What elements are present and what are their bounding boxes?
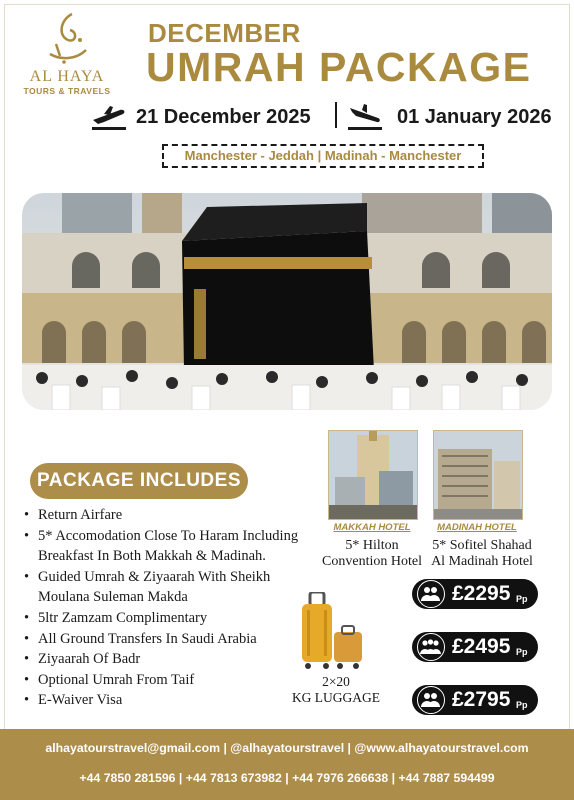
price-unit: Pp (516, 647, 528, 657)
list-item: • 5ltr Zamzam Complimentary (22, 608, 298, 629)
price-amount: £2795 (452, 688, 511, 711)
luggage-icon (296, 592, 368, 672)
departure-date: 21 December 2025 (136, 106, 311, 128)
list-item: • Guided Umrah & Ziyaarah With Sheikh (22, 567, 298, 588)
price-unit: Pp (516, 594, 528, 604)
price-amount: £2295 (452, 582, 511, 605)
price-badge (412, 632, 538, 662)
madinah-hotel-photo (433, 430, 523, 520)
makkah-hotel-label: MAKKAH HOTEL (333, 522, 411, 533)
brand-tagline: TOURS & TRAVELS (23, 86, 111, 96)
list-item: • 5* Accomodation Close To Haram Including (22, 526, 298, 547)
list-item: • E-Waiver Visa (22, 690, 298, 711)
contact-footer (0, 729, 574, 800)
list-item-continuation: Moulana Suleman Makda (38, 589, 188, 606)
list-item: • Return Airfare (22, 505, 298, 526)
travel-dates (90, 100, 570, 136)
list-item: • All Ground Transfers In Saudi Arabia (22, 629, 298, 650)
madinah-hotel-label: MADINAH HOTEL (437, 522, 517, 533)
kaaba-photo (22, 193, 552, 410)
people-icon (417, 633, 445, 661)
month-heading: DECEMBER (148, 18, 301, 48)
brand-name: AL HAYA (29, 68, 105, 85)
package-items (22, 505, 298, 711)
makkah-hotel-photo (328, 430, 418, 520)
luggage-label: 2×20 KG LUGGAGE (291, 674, 381, 705)
price-badge (412, 685, 538, 715)
price-amount: £2495 (452, 635, 511, 658)
brand-logo (18, 10, 116, 96)
plane-landing-icon (346, 102, 384, 132)
route-box: Manchester - Jeddah | Madinah - Manchester (162, 144, 484, 168)
price-unit: Pp (516, 700, 528, 710)
plane-takeoff-icon (90, 102, 128, 132)
makkah-hotel-name: 5* Hilton Convention Hotel (322, 538, 422, 569)
madinah-hotel-name: 5* Sofitel Shahad Al Madinah Hotel (431, 538, 533, 569)
people-icon (417, 686, 445, 714)
list-item: • Optional Umrah From Taif (22, 670, 298, 691)
return-date: 01 January 2026 (397, 106, 552, 128)
contact-links[interactable]: alhayatourstravel@gmail.com | @alhayatourstravel | @www.alhayatourstravel.com (45, 741, 529, 755)
phone-numbers[interactable]: +44 7850 281596 | +44 7813 673982 | +44 7976 266638 | +44 7887 594499 (79, 771, 495, 785)
calligraphy-logo-icon (42, 10, 92, 66)
date-divider (335, 102, 337, 128)
list-item: • Ziyaarah Of Badr (22, 649, 298, 670)
list-item-continuation: Breakfast In Both Makkah & Madinah. (38, 548, 266, 565)
page-title: UMRAH PACKAGE (146, 44, 532, 90)
people-icon (417, 580, 445, 608)
price-badge (412, 579, 538, 609)
package-includes-heading: PACKAGE INCLUDES (30, 463, 248, 499)
